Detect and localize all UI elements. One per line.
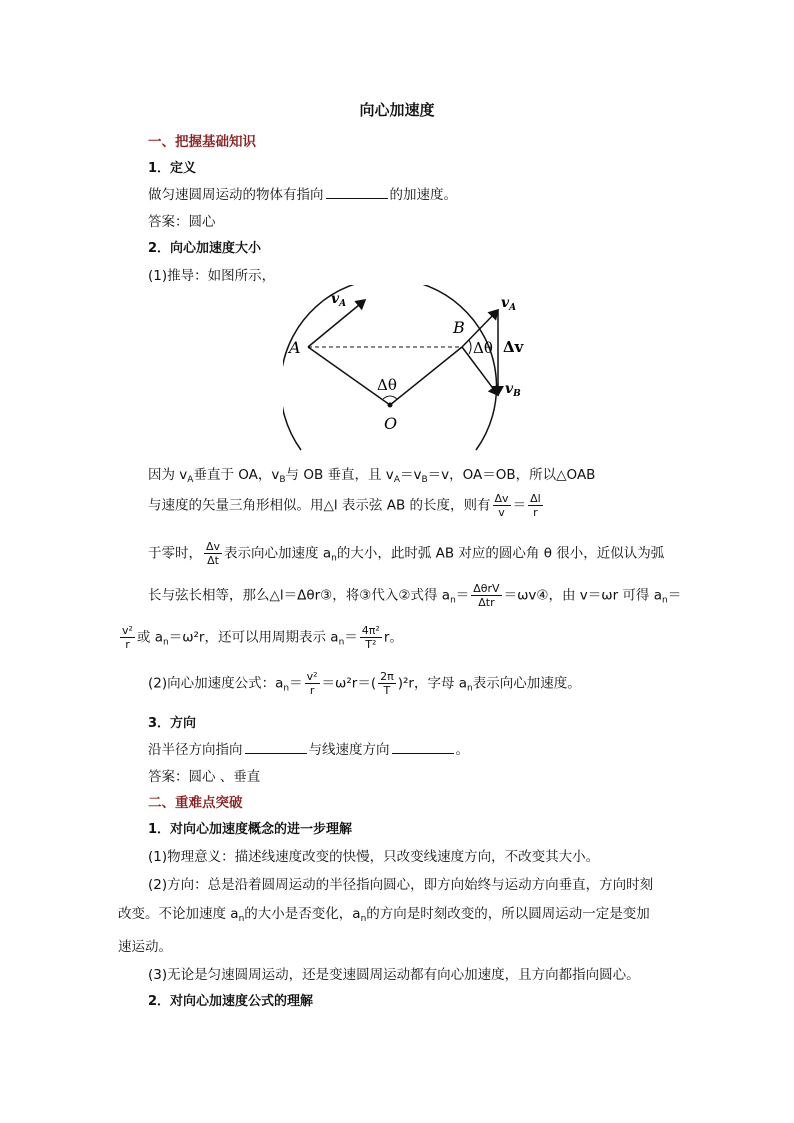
- fraction: $\frac{2\pi}{T}$: [380, 670, 394, 697]
- heading-magnitude: 2．向心加速度大小: [148, 241, 262, 256]
- blank-line: [245, 741, 307, 754]
- fraction: $\frac{\Delta l}{r}$: [530, 492, 541, 519]
- heading-concept: 1．对向心加速度概念的进一步理解: [148, 822, 353, 837]
- fraction: $\frac{\text{ΔθrV}}{\text{Δtr}}$: [473, 582, 500, 609]
- label-vb: $v_B$: [505, 381, 521, 399]
- label-dv: Δv: [503, 338, 524, 356]
- fraction: $\frac{\Delta v}{v}$: [494, 492, 509, 519]
- definition-text: 做匀速圆周运动的物体有指向 的加速度。: [148, 187, 457, 203]
- answer-1: 答案：圆心: [148, 214, 216, 230]
- point-1: (1)物理意义：描述线速度改变的快慢，只改变线速度方向，不改变其大小。: [148, 849, 600, 865]
- angle-arc-side: [469, 340, 471, 354]
- point-2-line-3: 速运动。: [118, 939, 172, 955]
- derivation-line-5: $\frac{\text{v²}}{r}$ 或 $a_n=\omega^2r$，还可以用周期表示 $a_n=$ $\frac{\text{4π²}}{\text{T²}}$ r。: [122, 624, 403, 651]
- point-2-line-1: (2)方向：总是沿着圆周运动的半径指向圆心，即方向始终与运动方向垂直，方向时刻: [148, 877, 654, 893]
- derivation-line-1: 因为 $v_A$垂直于 OA，$v_B$与 OB 垂直，且 $v_A=v_B=v$，OA＝OB，所以△OAB: [148, 467, 596, 485]
- fraction: $\frac{\text{v²}}{r}$: [122, 624, 133, 651]
- circle-diagram: [283, 285, 543, 453]
- direction-text: 沿半径方向指向 与线速度方向 。: [148, 742, 469, 758]
- blank-line: [326, 186, 388, 199]
- label-va-right: $v_A$: [501, 295, 517, 313]
- label-b: B: [453, 318, 465, 337]
- label-va: $v_A$: [331, 291, 347, 309]
- answer-3: 答案：圆心 、垂直: [148, 769, 261, 785]
- point-3: (3)无论是匀速圆周运动，还是变速圆周运动都有向心加速度，且方向都指向圆心。: [148, 967, 640, 983]
- fraction: $\frac{\text{v²}}{r}$: [306, 670, 318, 697]
- label-dtheta-side: Δθ: [473, 339, 493, 357]
- formula-line: (2)向心加速度公式：$a_n=$ $\frac{\text{v²}}{r}$ ＝ω²r＝( $\frac{2\pi}{T}$ )²r，字母 $a_n$表示向心加速度。: [148, 670, 581, 697]
- section-heading-key-points: 二、重难点突破: [148, 795, 243, 811]
- derivation-line-4: 长与弦长相等，那么△l＝Δθr③，将③代入②式得 $a_n=$ $\frac{\text{ΔθrV}}{\text{Δtr}}$ ＝ωv④，由 v＝ωr 可得 $a_n=$: [148, 582, 682, 609]
- label-o: O: [384, 414, 398, 433]
- heading-direction: 3．方向: [148, 716, 197, 731]
- fraction: $\frac{\Delta v}{\Delta t}$: [206, 540, 221, 567]
- heading-definition: 1．定义: [148, 161, 197, 176]
- point-2-line-2: 改变。不论加速度 $a_n$的大小是否变化，$a_n$的方向是时刻改变的，所以圆周运动一定是变加: [118, 906, 650, 924]
- angle-arc-center: [383, 396, 397, 399]
- center-point: [388, 403, 393, 408]
- blank-line: [392, 741, 454, 754]
- derive-intro: (1)推导：如图所示，: [148, 268, 276, 284]
- label-a: A: [289, 338, 301, 357]
- section-heading-basics: 一、把握基础知识: [148, 134, 256, 150]
- radius-ob: [390, 347, 462, 405]
- label-dtheta-center: Δθ: [377, 376, 397, 394]
- fraction: $\frac{\text{4π²}}{\text{T²}}$: [361, 624, 380, 651]
- derivation-line-3: 于零时， $\frac{\Delta v}{\Delta t}$ 表示向心加速度 $a_n$的大小，此时弧 AB 对应的圆心角 θ 很小，近似认为弧: [148, 540, 665, 567]
- page-title: 向心加速度: [359, 101, 435, 119]
- heading-formula-understanding: 2．对向心加速度公式的理解: [148, 994, 314, 1009]
- derivation-line-2: 与速度的矢量三角形相似。用△l 表示弦 AB 的长度，则有 $\frac{\Delta v}{v}$ ＝ $\frac{\Delta l}{r}$: [148, 492, 541, 519]
